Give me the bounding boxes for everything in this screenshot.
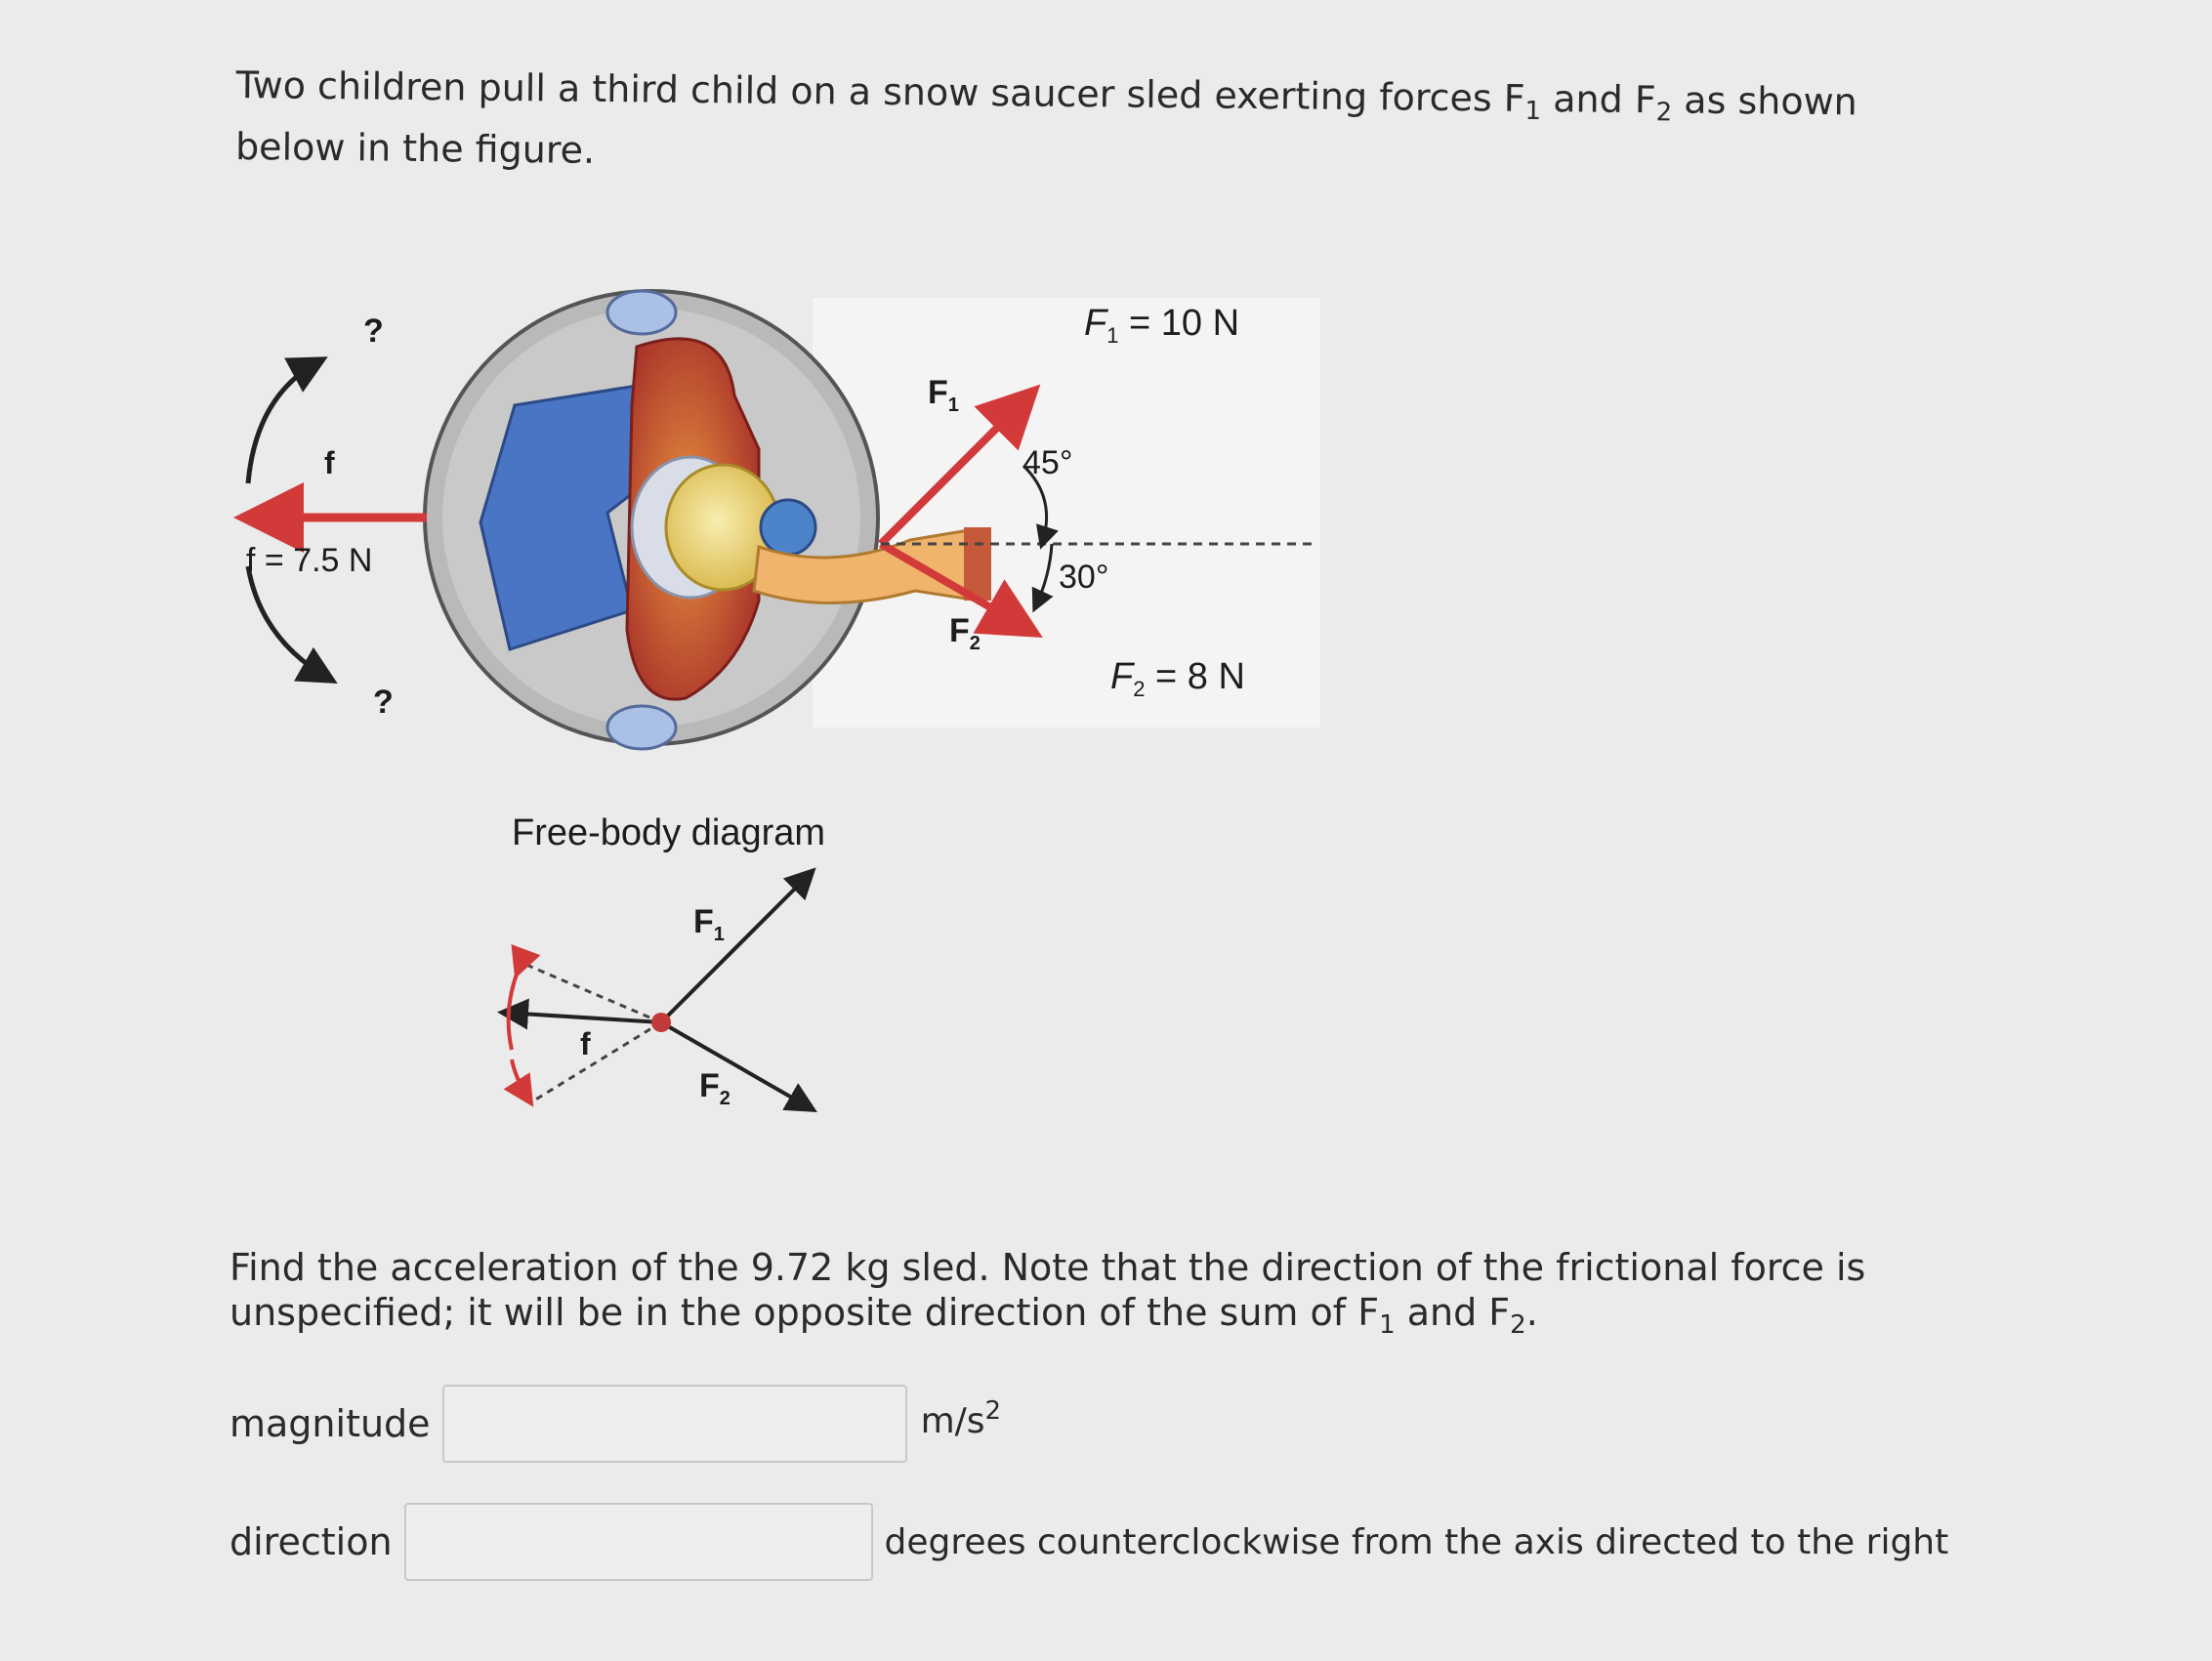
question-text-part: and F: [1395, 1291, 1511, 1334]
fbd-dashed-lower: [529, 1022, 661, 1103]
angle-f1-label: 45°: [1023, 444, 1073, 481]
subscript: 1: [1524, 96, 1542, 126]
fbd-f2-arrow: [661, 1022, 811, 1108]
question-statement: [230, 1245, 1890, 1348]
friction-label: f: [324, 445, 335, 480]
fbd-f1-label: $F_1$: [693, 903, 725, 945]
fbd-title: Free-body diagram: [512, 812, 826, 853]
fbd-rotation-lower: [512, 1059, 529, 1100]
scarf-fringe: [964, 527, 991, 601]
subscript: 2: [1510, 1310, 1526, 1340]
fbd-f1-arrow: [661, 873, 811, 1022]
rotation-arrow-top: [248, 361, 319, 483]
fbd-point: [651, 1013, 671, 1032]
rotation-arrow-bottom: [248, 566, 329, 679]
magnitude-unit: $m/s^2$: [920, 1396, 1002, 1441]
direction-unit: degrees counterclockwise from the axis directed to the right: [884, 1521, 1949, 1562]
mitten-bottom: [607, 706, 676, 749]
problem-text-part: Two children pull a third child on a snow saucer sled exerting forces F: [235, 62, 1525, 120]
fbd-f2-label: $F_2$: [699, 1067, 730, 1109]
problem-text-part: as shown below in the figure.: [234, 78, 1858, 172]
f2-value: $F_2 = 8$ N: [1110, 656, 1245, 701]
magnitude-input[interactable]: [442, 1385, 907, 1463]
friction-value: f = 7.5 N: [246, 542, 373, 579]
problem-text-part: and F: [1540, 76, 1656, 122]
mitten-top: [607, 291, 676, 334]
fbd-f-label: f: [580, 1026, 591, 1061]
fbd-friction-arrow: [505, 1013, 661, 1022]
subscript: 2: [1655, 98, 1673, 128]
sled-figure: [227, 278, 1330, 1157]
direction-input[interactable]: [404, 1503, 873, 1581]
f1-vector-label: $F_1$: [928, 374, 959, 416]
f1-value: $F_1 = 10$ N: [1084, 303, 1240, 348]
direction-row: [230, 1503, 1948, 1581]
question-mark-bottom: ?: [373, 684, 394, 721]
magnitude-row: [230, 1385, 1001, 1463]
problem-statement: [235, 61, 1975, 189]
question-text-part: Find the acceleration of the 9.72 kg sled. Note that the direction of the frictional force is unspecified; it will be in the opposite direction of the sum of F: [230, 1246, 1866, 1334]
fbd-rotation-upper: [509, 972, 518, 1050]
f2-vector-label: $F_2$: [949, 612, 981, 654]
magnitude-label: magnitude: [230, 1402, 431, 1445]
direction-label: direction: [230, 1520, 393, 1563]
question-mark-top: ?: [363, 312, 384, 350]
hat-pompom: [761, 500, 815, 555]
question-text-part: .: [1525, 1291, 1538, 1334]
angle-f2-label: 30°: [1059, 559, 1109, 596]
subscript: 1: [1379, 1310, 1396, 1340]
